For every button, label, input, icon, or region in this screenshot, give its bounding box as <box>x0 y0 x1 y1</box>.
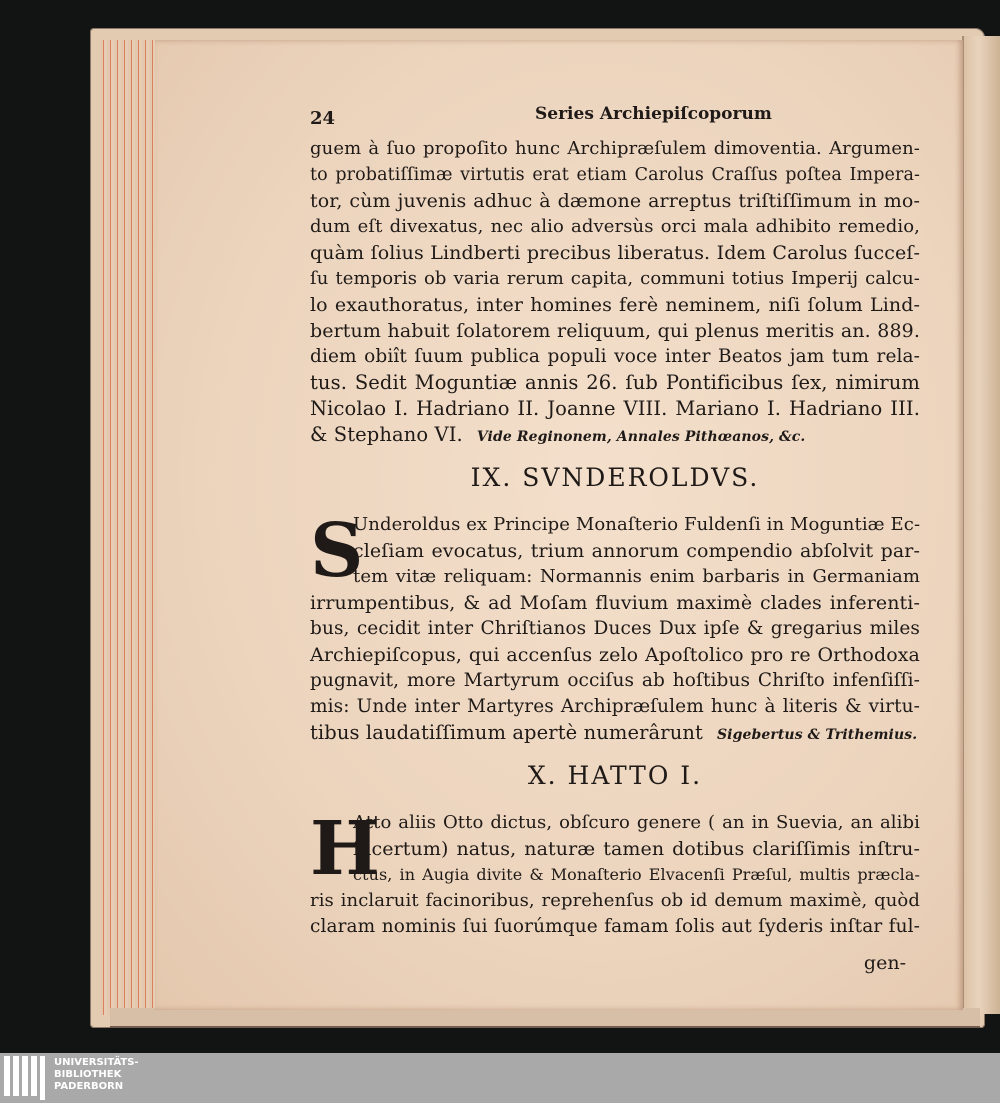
text-line: Archiepiſcopus, qui accenſus zelo Apoſtolico pro re Orthodoxa <box>310 644 920 666</box>
text-line: Atto aliis Otto dictus, obſcuro genere ( an in Suevia, an alibi <box>353 812 920 833</box>
text-line: Underoldus ex Principe Monaſterio Fuldenſi in Moguntiæ Ec- <box>353 514 921 535</box>
text-line: diem obiît ſuum publica populi voce inter Beatos jam tum rela- <box>310 346 920 367</box>
text-line: pugnavit, more Martyrum occiſus ab hoſtibus Chriſto infenſiſſi- <box>310 670 920 691</box>
drop-capital-s: S <box>310 508 364 594</box>
text-line: tus. Sedit Moguntiæ annis 26. ſub Pontificibus ſex, nimirum <box>310 371 920 394</box>
text-line <box>310 422 920 450</box>
text-fragment: tibus laudatiſſimum apertè numerârunt <box>310 721 703 744</box>
library-footer-bar <box>0 1053 1000 1103</box>
paragraph-sunderoldus <box>310 508 921 748</box>
text-line: ris inclaruit facinoribus, reprehenſus ob id demum maximè, quòd <box>310 890 920 911</box>
page-header <box>310 100 920 136</box>
library-logo-icon <box>4 1056 46 1100</box>
indented-lines <box>310 806 920 892</box>
text-line: claram nominis ſui ſuorúmque famam ſolis aut ſyderis inſtar ful- <box>310 916 920 937</box>
text-line: quàm ſolius Lindberti precibus liberatus. Idem Carolus ſucceſ- <box>310 242 920 264</box>
library-name-line: BIBLIOTHEK <box>54 1069 122 1080</box>
citation: Sigebertus & Trithemius. <box>716 727 918 743</box>
page-number: 24 <box>310 108 336 129</box>
library-name <box>54 1057 139 1093</box>
paragraph-continuation <box>310 136 920 450</box>
library-name-line: UNIVERSITÄTS- <box>54 1057 139 1068</box>
indented-lines <box>310 508 921 594</box>
drop-capital-h: H <box>310 806 380 892</box>
chapter-heading-ix: IX. SVNDEROLDVS. <box>470 463 760 492</box>
citation: Vide Reginonem, Annales Pithœanos, &c. <box>476 429 806 445</box>
right-page-edge <box>962 36 1000 1014</box>
library-name-line: PADERBORN <box>54 1081 124 1092</box>
page-edges <box>100 40 160 1015</box>
catchword: gen- <box>863 952 906 974</box>
text-line: cleſiam evocatus, trium annorum compendio abſolvit par- <box>353 540 920 562</box>
text-line: dum eſt divexatus, nec alio adversùs orci mala adhibito remedio, <box>310 216 920 237</box>
text-line: bus, cecidit inter Chriſtianos Duces Dux ipſe & gregarius miles <box>310 618 920 639</box>
text-line: Nicolao I. Hadriano II. Joanne VIII. Mariano I. Hadriano III. <box>310 397 920 420</box>
text-line: bertum habuit ſolatorem reliquum, qui plenus meritis an. 889. <box>310 320 920 342</box>
text-line: lo exauthoratus, inter homines ferè neminem, niſi ſolum Lind- <box>310 294 920 316</box>
text-line: tor, cùm juvenis adhuc à dæmone arreptus triſtiſſimum in mo- <box>310 190 920 212</box>
book-bottom-edge <box>110 1008 980 1028</box>
text-line: incertum) natus, naturæ tamen dotibus clariſſimis inſtru- <box>353 838 920 860</box>
text-line: mis: Unde inter Martyres Archipræſulem hunc à literis & virtu- <box>310 696 920 717</box>
text-line: tem vitæ reliquam: Normannis enim barbaris in Germaniam <box>353 566 920 587</box>
page-text <box>310 100 920 974</box>
text-line: irrumpentibus, & ad Moſam fluvium maximè clades inferenti- <box>310 592 920 614</box>
text-line: ctus, in Augia divite & Monaſterio Elvacenſi Præſul, multis præcla- <box>353 865 920 884</box>
text-line <box>310 720 920 748</box>
text-line: to probatiſſimæ virtutis erat etiam Carolus Craſſus poſtea Impera- <box>310 165 920 185</box>
running-head: Series Archiepiſcoporum <box>535 104 772 124</box>
text-line: guem à ſuo propoſito hunc Archipræſulem dimoventia. Argumen- <box>310 138 920 159</box>
paragraph-hatto <box>310 806 920 940</box>
text-fragment: & Stephano VI. <box>310 423 463 446</box>
chapter-heading-x: X. HATTO I. <box>527 761 703 790</box>
text-line: ſu temporis ob varia rerum capita, communi totius Imperij calcu- <box>310 268 920 289</box>
